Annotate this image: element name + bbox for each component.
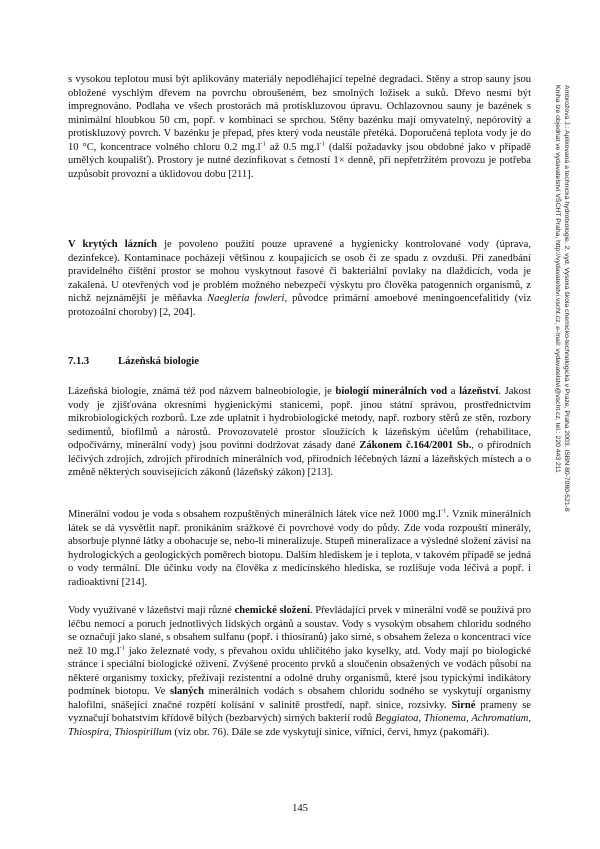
text-run: minerálních vodách s obsahem chloridu sodného se vyskytují organismy halofilní, snášející značné rozpětí kolísání v salinitě prostředí, např. sinice, rozsivky. xyxy=(68,686,531,711)
bold-term: biologií minerálních vod xyxy=(335,386,448,397)
superscript: -1 xyxy=(319,140,325,148)
superscript: -1 xyxy=(119,644,126,652)
text-run: Vody využívané v lázeňství mají různé xyxy=(68,605,235,616)
superscript: -1 xyxy=(441,507,447,515)
bold-term: V krytých lázních xyxy=(68,239,157,250)
text-run: , původce primární amoebové meningoencefalitidy (viz protozoální choroby) [2, 204]. xyxy=(68,293,532,318)
bold-term: chemické složení xyxy=(234,605,310,616)
text-run: a xyxy=(447,386,460,397)
text-run: . Jakost vody je zjišťována okresními hygienickými stanicemi, popř. jinou státní správou, prostřednictvím mikrobiologických rozborů. Lze zde uplatnit i hydrobiologické metody, např. rozbory stěrů ze stěn, rozbory sedimentů, biofilmů a nárostů. Provozovatelé prostor sloužících k lázeňským účelům (rehabilitace, odpočívárny, minerální vody) jsou povinni dodržovat zásady dané xyxy=(68,386,531,452)
text-run: (další požadavky jsou obdobné jako v případě umělých koupališť). Prostory je nutné dezinfikovat s četností 1× denně, při nepřetržitém provozu je potřeba uzpůsobit provozní a úklidovou dobu [211]. xyxy=(68,141,531,180)
text-run: , o přírodních léčivých zdrojích, zdrojích přírodních minerálních vod, přírodních léčebných lázní a lázeňských místech a o změně některých souvisejících zákonů (lázeňský zákon) [213]. xyxy=(68,440,531,479)
text-run: Lázeňská biologie, známá též pod názvem balneobiologie, je xyxy=(68,386,336,397)
page-number: 145 xyxy=(292,803,308,814)
citation-line: Ambrožová J.: Aplikovaná a technická hydrobiologie. 2. vyd. Vysoká škola chemicko-technologická v Praze, Praha 2003. ISBN 80-7080-521-8 xyxy=(563,85,570,512)
paragraph-covered-spas xyxy=(68,238,531,319)
paragraph-sauna xyxy=(68,73,531,181)
paragraph-chemical-composition xyxy=(68,604,531,739)
bold-term: slaných xyxy=(169,686,204,698)
species-name: Naegleria fowleri xyxy=(207,293,285,305)
text-run: jako železnaté vody, s převahou oxidu uhličitého jako kyselky, atd. Vody mají po biologické stránce i speciální biologické oživení. Zvýšené procento prvků a sloučenin obsažených ve vodách působí na některé organismy toxicky, přežívají rezistentní a odolné druhy organismů, které jsou typickými indikátory podmínek biotopu. Ve xyxy=(68,645,531,698)
citation-margin-note xyxy=(553,85,570,512)
bold-term: lázeňství xyxy=(459,386,499,397)
section-number: 7.1.3 xyxy=(68,356,90,367)
genus-names: Beggiatoa, Thionema, Achromatium, Thiospira, Thiospirillum xyxy=(68,713,531,738)
text-run: až 0.5 mg.l xyxy=(265,141,320,153)
section-title: Lázeňská biologie xyxy=(118,356,199,367)
text-run: (viz obr. 76). Dále se zde vyskytují sinice, vířníci, červi, hmyz (pakomáři). xyxy=(171,726,490,738)
paragraph-mineral-water xyxy=(68,508,531,589)
text-run: . Vznik minerálních látek se dá vysvětlit např. pronikáním srážkové či povrchové vody do půdy. Zde voda rozpouští minerály, absorbuje plynné látky a obohacuje se, nebo-li mineralizuje. Stupeň mineralizace a výsledné složení závisí na hydrologických a geologických poměrech biotopu. Dalším hlediskem je i teplota, v takovém případě se jedná o vody termální. Dle účinku vody na člověka z medicínského hlediska, se rozlišuje voda léčivá a popř. i radioaktivní [214]. xyxy=(68,509,531,588)
text-run: . Převládající prvek v minerální vodě se používá pro léčbu nemocí a poruch jednotlivých lidských orgánů a soustav. Vody s vysokým obsahem chloridu sodného se označují jako slané, s obsahem sulfanu (popř. i thiosíranů) jako sirné, s obsahem železa o koncentraci více než 10 mg.l xyxy=(68,605,531,657)
text-run: prameny se vyznačují bohatstvím křídově bílých (bezbarvých) sirných bakterií rodů xyxy=(68,699,531,725)
paragraph-spa-biology xyxy=(68,385,531,480)
bold-term: Sirné xyxy=(451,699,476,711)
section-heading xyxy=(68,355,199,368)
text-run: s vysokou teplotou musí být aplikovány materiály nepodléhající tepelné degradaci. Stěny a strop sauny jsou obložené vyschlým dřevem na povrchu obroušeném, bez smolných ložisek a suků. Dřevo nesmí být impregnováno. Podlaha ve všech prostorách má protiskluzovou úpravu. Ochlazovnou sauny je bazének s minimální hloubkou 50 cm, popř. v kombinaci se sprchou. Stěny bazénku mají omyvatelný, nepórovitý a protiskluzový povrch. V bazénku je přepad, přes který voda neustále přetéká. Doporučená teplota vody je do 10 °C, koncentrace volného chloru 0.2 mg.l xyxy=(68,74,531,153)
order-info-line: Kniha Ize objednat ve vydavatelství VŠCHT Praha, http://vydavatelstvi.vscht.cz, e-mail: vydavatelstvi@vscht.cz, tel.: 220 443 211 xyxy=(554,85,562,473)
law-reference: Zákonem č.164/2001 Sb. xyxy=(359,440,472,452)
superscript: -1 xyxy=(260,140,266,148)
text-run: Minerální vodou je voda s obsahem rozpuštěných minerálních látek více než 1000 mg.l xyxy=(68,509,441,520)
text-run: je povoleno použití pouze upravené a hygienicky kontrolované vody (úprava, dezinfekce). Kontaminace pocházejí většinou z koupajících se osob či ze spadu z ovzduší. Při zanedbání pravidelného čištění prostor se mohou vyskytnout řasové či bakteriální povlaky na dlaždicích, voda je zakalená. U otevřených vod je problém možného nebezpečí výskytu pro člověka patogenních organismů, z nichž nejznámější je měňavka xyxy=(68,239,531,305)
